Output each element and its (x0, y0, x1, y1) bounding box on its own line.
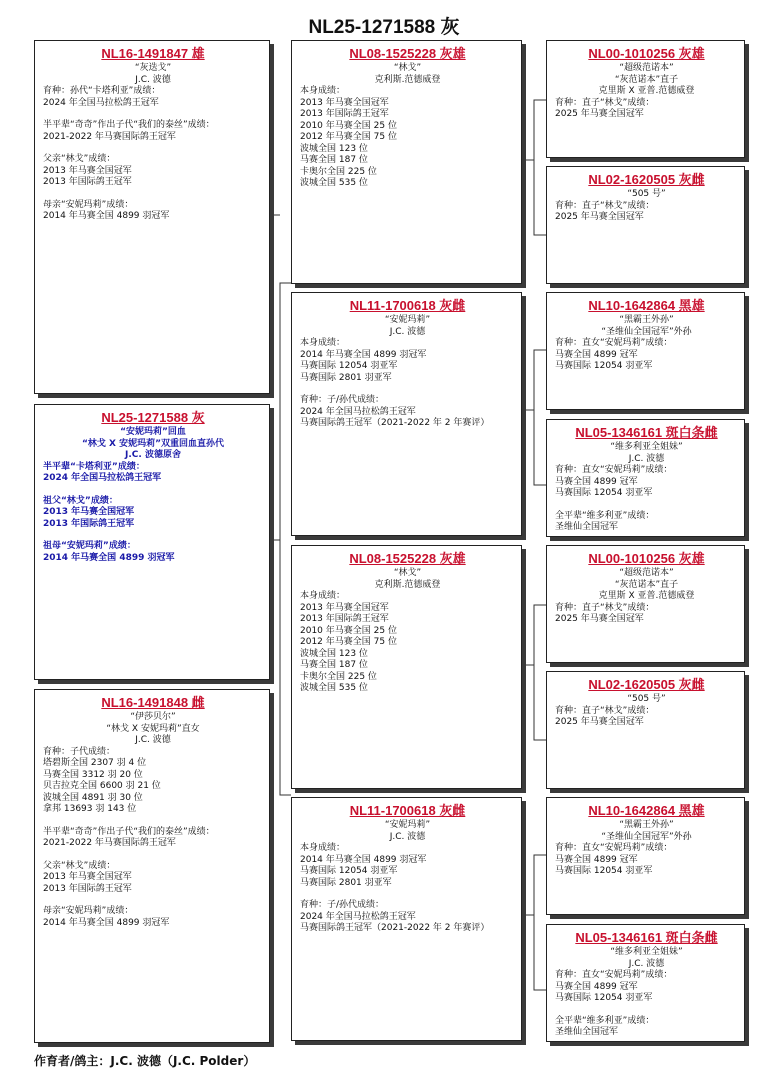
pigeon-subtitle: J.C. 波德原舍 (125, 450, 181, 460)
result-line: 半平辈“奇奇”作出子代“我们的泰丝”成绩： (43, 120, 215, 130)
result-line: 半平辈“卡塔利亚”成绩： (43, 461, 145, 472)
result-line: 育种：子/孙代成绩： (300, 900, 385, 910)
pigeon-subtitle: “灰范诺本”直子 (614, 74, 679, 85)
pigeon-subtitle: “林戈” (393, 568, 422, 578)
result-line: 2013 年国际鸽王冠军 (43, 518, 135, 529)
result-line: 2012 年马赛全国 75 位 (300, 132, 397, 142)
result-line: 马赛国际 12054 羽亚军 (555, 361, 653, 371)
ring-number: NL11-1700618 灰雌 (349, 803, 466, 818)
pigeon-subtitle: “林戈 X 安妮玛莉”双重回血直孙代 (81, 438, 225, 449)
great-grandsire-1-card (546, 40, 745, 158)
result-line: 波城全国 123 位 (300, 143, 368, 154)
pigeon-subtitle: “维多利亚全姐妹” (610, 947, 683, 957)
result-line: 贝吉拉克全国 6600 羽 21 位 (43, 781, 161, 791)
spacer (43, 143, 263, 154)
result-line: 本身成绩： (300, 843, 346, 853)
result-line: 2013 年马赛全国冠军 (300, 602, 389, 613)
granddam-2-card (291, 797, 522, 1041)
result-line: 育种：直子“林戈”成绩： (555, 602, 655, 613)
result-line: 2021-2022 年马赛国际鸽王冠军 (43, 838, 176, 848)
ring-number: NL02-1620505 灰雌 (588, 172, 705, 187)
result-line: 2013 年马赛全国冠军 (43, 507, 135, 517)
result-line: 马赛全国 187 位 (300, 155, 368, 165)
ring-number: NL10-1642864 黑雄 (588, 803, 705, 818)
result-line: 2010 年马赛全国 25 位 (300, 120, 397, 131)
result-line: 2024 年全国马拉松鸽王冠军 (43, 97, 159, 108)
result-line: 育种：直女“安妮玛莉”成绩： (555, 970, 673, 980)
spacer (43, 109, 263, 120)
great-granddam-3-card (546, 671, 745, 789)
pigeon-subtitle: 克里斯 X 亚普.范德威登 (598, 591, 695, 601)
pigeon-subtitle: “黑霸王外孙” (619, 315, 674, 325)
pigeon-subtitle: J.C. 波德 (389, 831, 426, 842)
result-line: 2010 年马赛全国 25 位 (300, 625, 397, 636)
great-granddam-2-card (546, 419, 745, 537)
ring-number: NL05-1346161 斑白条雌 (575, 930, 718, 945)
result-line: 育种：子/孙代成绩： (300, 395, 385, 405)
result-line: 2013 年国际鸽王冠军 (43, 883, 132, 894)
result-line: 2024 年全国马拉松鸽王冠军 (300, 406, 416, 417)
result-line: 马赛国际 12054 羽亚军 (300, 866, 398, 876)
pigeon-subtitle: J.C. 波德 (135, 74, 171, 85)
result-line: 2014 年马赛全国 4899 羽冠军 (300, 349, 427, 360)
result-line: 马赛全国 187 位 (300, 660, 368, 670)
pigeon-subtitle: “黑霸王外孙” (619, 820, 674, 830)
pigeon-subtitle: “圣维仙全国冠军”外孙 (601, 831, 692, 842)
result-line: 马赛国际 12054 羽亚军 (555, 488, 653, 498)
great-granddam-1-card (546, 166, 745, 284)
pigeon-subtitle: “林戈” (393, 63, 422, 73)
result-line: 2014 年马赛全国 4899 羽冠军 (43, 211, 170, 221)
result-line: 2014 年马赛全国 4899 羽冠军 (43, 917, 170, 928)
result-line: 2024 年全国马拉松鸽王冠军 (43, 473, 162, 483)
ring-number: NL02-1620505 灰雌 (588, 677, 705, 692)
result-line: 2014 年马赛全国 4899 羽冠军 (300, 854, 427, 865)
pigeon-subtitle: “圣维仙全国冠军”外孙 (601, 326, 692, 337)
ring-number: NL00-1010256 灰雄 (588, 551, 705, 566)
result-line: 祖父“林戈”成绩： (43, 495, 118, 506)
result-line: 马赛国际鸽王冠军（2021-2022 年 2 年赛评） (300, 418, 490, 428)
spacer (555, 1005, 738, 1016)
result-line: 全平辈“维多利亚”成绩： (555, 510, 655, 521)
pigeon-subtitle: “超级范诺本” (619, 568, 674, 578)
result-line: 波城全国 535 位 (300, 683, 368, 693)
granddam-1-card (291, 292, 522, 536)
result-line: 半平辈“奇奇”作出子代“我们的泰丝”成绩： (43, 826, 215, 837)
grandsire-2-card (291, 545, 522, 789)
pigeon-subtitle: J.C. 波德 (628, 453, 665, 464)
result-line: 拿邦 13693 羽 143 位 (43, 804, 137, 814)
great-grandsire-4-card (546, 797, 745, 915)
result-line: 卡奥尔全国 225 位 (300, 671, 377, 682)
result-line: 马赛全国 4899 冠军 (555, 981, 638, 992)
result-line: 育种：直女“安妮玛莉”成绩： (555, 338, 673, 348)
grandsire-1-card (291, 40, 522, 284)
result-line: 圣维仙全国冠军 (555, 1027, 619, 1037)
pigeon-subtitle: 克利斯.范德威登 (374, 74, 441, 85)
result-line: 马赛国际 2801 羽亚军 (300, 372, 392, 383)
pigeon-subtitle: “林戈 X 安妮玛莉”直女 (106, 723, 200, 734)
result-line: 马赛国际 2801 羽亚军 (300, 877, 392, 888)
ring-number: NL10-1642864 黑雄 (588, 298, 705, 313)
result-line: 波城全国 4891 羽 30 位 (43, 792, 143, 803)
result-line: 育种：直子“林戈”成绩： (555, 200, 655, 211)
result-line: 2025 年马赛全国冠军 (555, 614, 644, 624)
result-line: 育种：直女“安妮玛莉”成绩： (555, 843, 673, 853)
result-line: 马赛国际 12054 羽亚军 (555, 866, 653, 876)
ring-number: NL16-1491847 雄 (101, 46, 205, 61)
pigeon-subtitle: 克里斯 X 亚普.范德威登 (598, 86, 695, 96)
ring-number: NL11-1700618 灰雌 (349, 298, 466, 313)
ring-number: NL08-1525228 灰雄 (349, 551, 466, 566)
spacer (43, 485, 263, 496)
result-line: 本身成绩： (300, 591, 346, 601)
pigeon-subtitle: J.C. 波德 (135, 735, 171, 745)
ring-number: NL16-1491848 雌 (101, 695, 205, 710)
spacer (555, 500, 738, 511)
great-granddam-4-card (546, 924, 745, 1042)
ring-number: NL00-1010256 灰雄 (588, 46, 705, 61)
dam-card (34, 689, 270, 1043)
ring-number: NL25-1271588 灰 (101, 410, 205, 425)
result-line: 2025 年马赛全国冠军 (555, 212, 644, 222)
spacer (43, 850, 263, 861)
result-line: 育种：直子“林戈”成绩： (555, 705, 655, 716)
result-line: 马赛国际 12054 羽亚军 (555, 993, 653, 1003)
result-line: 育种：直子“林戈”成绩： (555, 97, 655, 108)
result-line: 本身成绩： (300, 86, 346, 96)
result-line: 母亲“安妮玛莉”成绩： (43, 199, 134, 210)
result-line: 马赛全国 4899 冠军 (555, 476, 638, 487)
page-title: NL25-1271588 灰 (308, 17, 460, 38)
pigeon-subtitle: “安妮玛莉”回血 (120, 427, 186, 437)
pigeon-subtitle: “安妮玛莉” (384, 820, 431, 830)
result-line: 全平辈“维多利亚”成绩： (555, 1015, 655, 1026)
subject-card (34, 404, 270, 680)
ring-number: NL05-1346161 斑白条雌 (575, 425, 718, 440)
pigeon-subtitle: 克利斯.范德威登 (374, 579, 441, 590)
spacer (300, 384, 515, 395)
pigeon-subtitle: J.C. 波德 (628, 958, 665, 969)
result-line: 祖母“安妮玛莉”成绩： (43, 541, 136, 551)
pigeon-subtitle: “505 号” (627, 694, 666, 704)
great-grandsire-3-card (546, 545, 745, 663)
pigeon-subtitle: “伊莎贝尔” (130, 712, 176, 722)
pigeon-subtitle: “维多利亚全姐妹” (610, 442, 683, 452)
pigeon-subtitle: “505 号” (627, 189, 666, 199)
spacer (300, 889, 515, 900)
result-line: 母亲“安妮玛莉”成绩： (43, 906, 134, 916)
result-line: 马赛全国 3312 羽 20 位 (43, 769, 143, 780)
spacer (43, 189, 263, 200)
spacer (43, 816, 263, 827)
result-line: 本身成绩： (300, 338, 346, 348)
result-line: 2024 年全国马拉松鸽王冠军 (300, 911, 416, 922)
result-line: 父亲“林戈”成绩： (43, 860, 116, 871)
result-line: 2012 年马赛全国 75 位 (300, 637, 397, 647)
spacer (43, 895, 263, 906)
result-line: 马赛国际鸽王冠军（2021-2022 年 2 年赛评） (300, 923, 490, 933)
result-line: 父亲“林戈”成绩： (43, 154, 116, 164)
result-line: 塔碧斯全国 2307 羽 4 位 (43, 758, 147, 768)
pigeon-subtitle: “超级范诺本” (619, 63, 674, 73)
result-line: 2013 年马赛全国冠军 (43, 165, 132, 176)
result-line: 2013 年马赛全国冠军 (43, 872, 132, 882)
result-line: 卡奥尔全国 225 位 (300, 166, 377, 177)
pigeon-subtitle: “灰迭戈” (134, 63, 172, 73)
spacer (43, 530, 263, 541)
pigeon-subtitle: “安妮玛莉” (384, 315, 431, 325)
ring-number: NL08-1525228 灰雄 (349, 46, 466, 61)
pigeon-subtitle: “灰范诺本”直子 (614, 579, 679, 590)
result-line: 育种：直女“安妮玛莉”成绩： (555, 465, 673, 475)
result-line: 2013 年马赛全国冠军 (300, 97, 389, 108)
sire-card (34, 40, 270, 394)
result-line: 马赛全国 4899 冠军 (555, 349, 638, 360)
breeder-footer: 作育者/鸽主：J.C. 波德（J.C. Polder） (34, 1054, 256, 1068)
result-line: 2014 年马赛全国 4899 羽冠军 (43, 552, 175, 563)
result-line: 育种：孙代“卡塔利亚”成绩： (43, 86, 161, 96)
result-line: 马赛国际 12054 羽亚军 (300, 361, 398, 371)
result-line: 育种：子代成绩： (43, 746, 116, 757)
result-line: 波城全国 123 位 (300, 648, 368, 659)
result-line: 波城全国 535 位 (300, 178, 368, 188)
great-grandsire-2-card (546, 292, 745, 410)
result-line: 2013 年国际鸽王冠军 (43, 177, 132, 187)
result-line: 2025 年马赛全国冠军 (555, 717, 644, 727)
result-line: 2013 年国际鸽王冠军 (300, 614, 389, 624)
result-line: 2021-2022 年马赛国际鸽王冠军 (43, 131, 176, 142)
result-line: 圣维仙全国冠军 (555, 522, 619, 532)
result-line: 马赛全国 4899 冠军 (555, 854, 638, 865)
result-line: 2013 年国际鸽王冠军 (300, 109, 389, 119)
pigeon-subtitle: J.C. 波德 (389, 326, 426, 337)
result-line: 2025 年马赛全国冠军 (555, 109, 644, 119)
